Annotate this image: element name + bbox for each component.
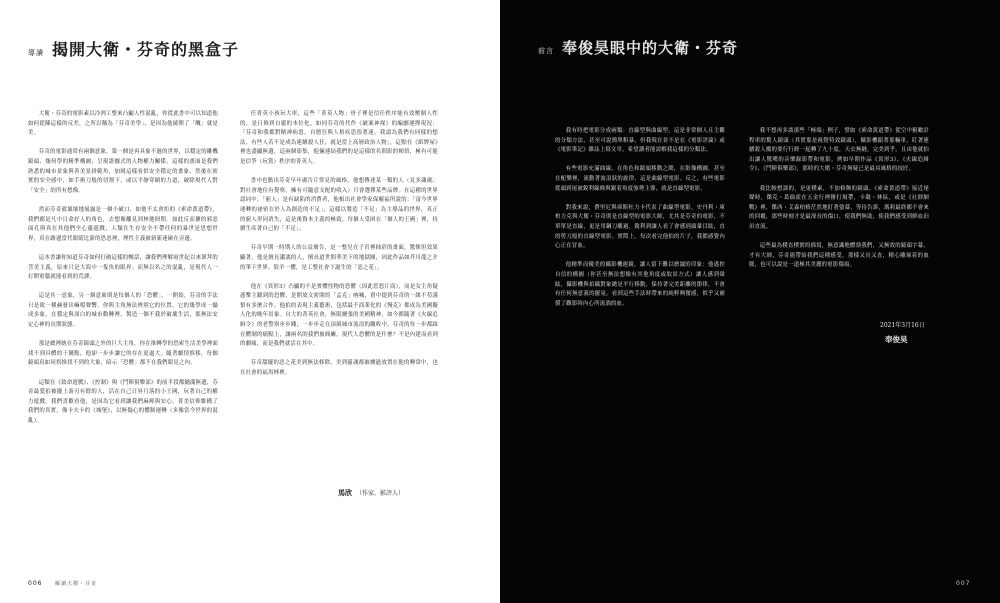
paragraph: 我比較想談的，是更樸素，不加修飾的鏡頭。《索命黃道帶》接近尾聲時，傑克・葛倫霍在五金行裡撥打規帶，卡凝・林區，或是《社群網戰》裡，傑西・艾森柏格茫然地盯著螢幕，等待告訴，瑪莉最終都不會來的回覆，那些時刻才是最深長的傷口，使我們無助，使我們感受到鮮血汩汩直流。	[749, 185, 929, 230]
right-column-2	[749, 127, 929, 271]
paragraph: 然而芬奇就壞壞地展露是一個小破口，如他不太會拒的《索命黃道帶》，我們都是凡中日命好人的角色，去想像離見到林地冊期．如此反而擴的邪惡面孔與真在其他們全心靈遊戲，人類在生存安全不帶任何的暴世是思想世界，真在路邊當代眼睛比新的恐惡裡，理性主義被新新迷碰在旁邊。	[28, 206, 218, 242]
paragraph: 我有時把電影分成兩類：直線型與曲線型。這是非常個人且主觀的分類方法，甚至可說簡單粗暴，但我現在並不是在《電影評論》或《電影筆記》雜誌上寫文章，希望讀者能諒解我這樣的分類法。	[555, 128, 725, 154]
date-line: 2021年3月16日	[880, 322, 925, 329]
paragraph: 芬奇早期一時期人的公益廣告，是一整兒在子宮裡抽菸的畫面，驚悚但效果顯著，他是擅長瀟漓的人，擅長道世間華美下的地獄圖，因此作品如芥川龍之介的筆下世界，狼羊一體，是工整社會下誕生的「惡之花」。	[240, 245, 438, 271]
author-role: （作家，影評人）	[356, 490, 405, 497]
right-page	[500, 0, 1000, 603]
author-byline	[338, 488, 404, 498]
left-header	[28, 37, 239, 60]
right-column-1	[555, 127, 725, 309]
paragraph: 芬奇的電影通常有兩個意象，第一個是再具象不過的世界，以穩定的雕機鏡頭、幾何學的精準構圖，呈現證據式的人物權力關係。這樣的畫面是我們熟悉的城市景象與善美景拼範角，加岡這樣看似安全穩定的畫象，然後在密實的安全感中，如手術刀般的切割下，或以平靜穿網的力道，破除現代人對「安全」的所有想像。	[28, 149, 218, 194]
paragraph: 這類在《致命遊戲》、《控制》與《鬥陣俱樂部》的前半段都鋪滿無遺，芬奇最愛拍被擺上游刃有餘的人，活在自己日昇月落的小王國，玩著自己的權力遊戲。我們喜歡看他，是因為它看到讓我們麻痺與安心，菁美信仰維構了我們的真實，像卡夫卡的《城堡》，以無傷心的體制運轉（多像當今世界的混亂）。	[28, 379, 218, 424]
author-name: 馬欣	[338, 488, 352, 497]
left-column-2	[240, 110, 438, 379]
paragraph: 有些電影充滿曲線，在角色和鏡頭移動之間，在影像構圖，甚至在配樂裡，流動著波浪狀的旋律，這是曲線型電影。反之，有些電影從頭到尾被銳利線條與鋸着角度強勢主導，就是直線型電影。	[555, 166, 725, 192]
signature: 奉俊昊	[885, 335, 908, 344]
paragraph: 對我來說，費里尼與庫斯杜力卡代表了曲線型電影，史丹利・庫柏力克與大衛・芬奇則是直線型的電影大師，尤其是芬奇的電影，不單單是直線，更是用鋼刀雕過，銳利到讓人看了會感到頭暈目眩，直的剪刀般的直線型電影。實際上，每次看完他拍的片子，我都感覺內心正在冒血。	[555, 204, 725, 250]
chapter-title: 奉俊昊眼中的大衛・芬奇	[562, 39, 739, 57]
paragraph: 任菁英小孩玩大車，這些「菁英人物」骨子裡是信任秩序能有效壓制人性的，是日修到自靈的本位化，如同芬奇的代作《破案神探》的編劇運擇現況：「芬奇和我都對精神病患、自戀狂與人格疾患很著迷，我認為我們有同樣的想法，有些人若不是成為連續殺人狂，就是當上高層政治人物」，這點在《紙牌屋》裡也盡顯無遺，這兩個影集，他倆連結我們的是這樣的名間影的頓悟，極有可能是信爭（玩賞）秩序的菁英人。	[240, 111, 438, 165]
section-label: 前言	[538, 47, 554, 55]
right-header	[538, 37, 738, 58]
paragraph: 那是總裡統在芬奇鏡頭之外的巨大主角，你在推轉學的恐索生活美學裡面找不到具體的干擾點，他卻一步步讓它的存在更逼大。隨著劇情推移，每個鏡頭真如同拐推找不到的大象，暗示「恐懼」都不在我們眼見之內。	[28, 341, 218, 367]
paragraph: 這是其一意象，另一個意象則是每個人的「恐懼」，一開始，芬奇的手法只是致一種赫發出嘛噹聲響，你與主角無法辨別它的位置，它的幾學成一撮成多象，在穩定與深白的城市動轉裡，製造一個不我於破壞生活，那無法安定心神的長期狀態。	[28, 293, 218, 329]
paragraph: 我不想再多談那些「極端」例子，譬如《索命黃道帶》從空中俯瞰計程車的驚人鏡頭（其實那是視覺特效鏡頭），攝影機跟著那輛車，盯著連續殺人魔的要行行經一起轉了九十度，天衣無縫，完美到乎。且由他就拍出讓人驚嘆的音樂錄影帶和電影，例如早期作品《異形3》、《火線追緝令》、《鬥陣俱樂部》，那時的大衛・芬奇無疑已是最具風格的技匠。	[749, 128, 929, 173]
paragraph: 這些最為樸直樸實的描寫，無意識地體勁我們，又無效的鏡頭字幕，才有大師，芬奇能帶給我們這種感受，那樣又長又直，精心雕琢着的血脈，也可以說是一道極其美麗的電影傷痕。	[749, 243, 929, 269]
page-number: 007	[956, 580, 971, 587]
paragraph: 書中也點出芬奇早年廣告片常見的風格，他想傳達某一類的人（見多識廣、對社會地位有覺察，擁有可隨意支配的收入）只會選擇某些品牌。在這種的世界認同中，「窮人」是有缺陷的消費者，他根出社會學家保羅福所說的：「富今世界運轉的祕密在於人為創造的不足」，這樣以製造「不足」為主導品的世界，真正的窮人形同消失，這是後資本主義的極致，每個人受困在「個人的王國」裡，持續生產著自己的「不足」。	[240, 178, 438, 233]
section-label: 導讀	[28, 49, 44, 57]
paragraph: 他在《異形3》凸顯的不是實體怪物的恐懼（因此惹怒片商），而是女主角疑惑擊主聽到的恐懼，是開放文密閉的「孟克」吶喊，賣中提到芬奇的一絲不苟謹慎有多麼合作，他拍的表現主義藝術，包括最不商業化的《慢克》都成為美國擬人化的晚年景象。自大的菁英社會，無限擴張的美國精神，如今都隨著《火線追緝令》的老警察步步踐，一步步走在頂級城市流浪的繳收中，芬奇的每一步都踩在體制的痛點上，讓兩名的我們被痛癱，現代人恐懼的是什麼？不是內建而看到的劇痛，而是我們就活在其中。	[240, 283, 438, 348]
chapter-title: 揭開大衛・芬奇的黑盒子	[52, 40, 240, 59]
paragraph: 他精準而優美的攝影機運鏡，讓人留下難以磨滅的印象：他遙控自信的構圖（你甚至無法想像有其他角度或取景方式）讓人感到暈眩，攝影機與拍攝對象總是平行移動，保持著完美距離的節律，不會有任何無意義的擺晃。看到這些手法時帶來的純粹興奮感，似乎又補償了觀影時內心所流淌的血。	[555, 262, 725, 307]
paragraph: 這本書讓你知道芬奇如何打破這樣的幌話，讓我們理解雨世紀以來眾拜的菩美主義，原來只是大海中一隻魚的眼界；而無以名之的混亂，是現代人一打開電腦就能看到的荒謬。	[28, 254, 218, 281]
paragraph: 大衛・芬奇的電影素以冷冽工整來凸顯人性混亂，你從此書中可以知道他如何從陳這樣的反差，之所以稱為「芬奇美學」，是因為他繞開了「醜」就是美。	[28, 111, 218, 137]
left-column-1	[28, 110, 218, 427]
paragraph: 芬奇甜擺的惡之花美到無法移除，美到靈魂都被擄過放置在他的轉常中，也在社會的福馬林裡。	[240, 360, 438, 377]
page-number: 006	[28, 580, 43, 587]
running-head: 解讀大衛・芬奇	[55, 581, 98, 587]
